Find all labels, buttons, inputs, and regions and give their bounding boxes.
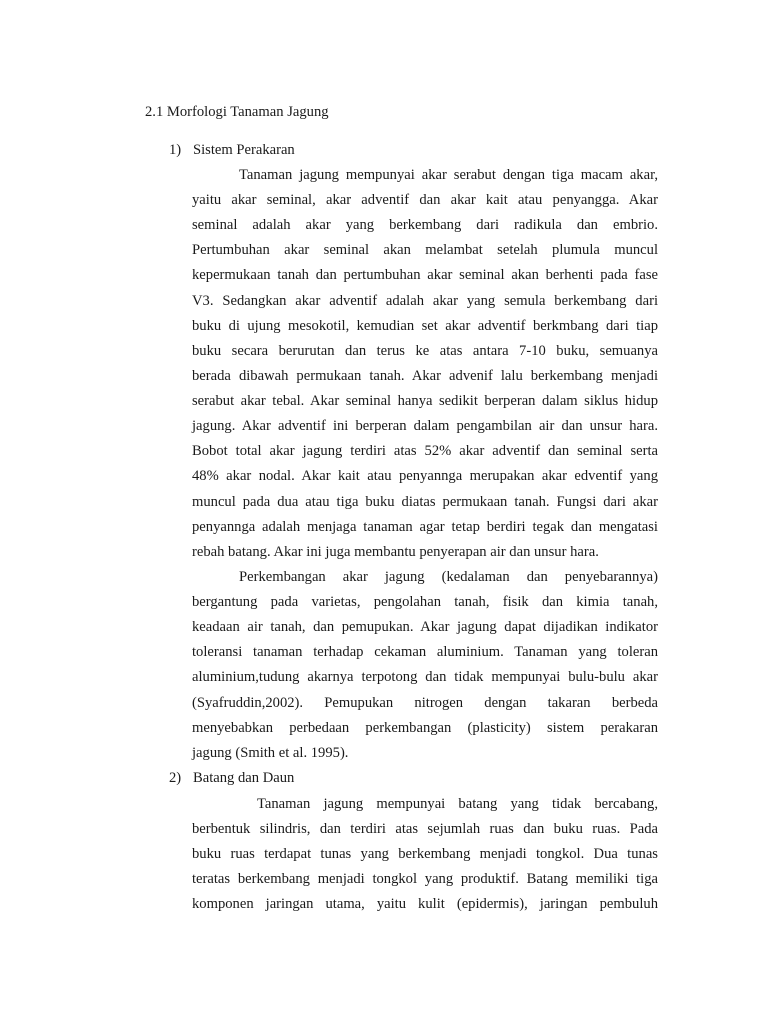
subsection-title: Batang dan Daun <box>193 770 295 786</box>
paragraph-line: 48% akar nodal. Akar kait atau penyannga merupakan akar edventif yang <box>192 468 658 484</box>
paragraph-line: menyebabkan perbedaan perkembangan (plasticity) sistem perakaran <box>192 720 658 736</box>
subsection-heading-batang-dan-daun <box>169 769 294 787</box>
paragraph-line: berbentuk silindris, dan terdiri atas sejumlah ruas dan buku ruas. Pada <box>192 821 658 837</box>
paragraph-line: berada dibawah permukaan tanah. Akar advenif lalu berkembang menjadi <box>192 368 658 384</box>
subsection-title: Sistem Perakaran <box>193 142 295 158</box>
paragraph-line: penyannga adalah menjaga tanaman agar tetap berdiri tegak dan mengatasi <box>192 519 658 535</box>
paragraph-line: Perkembangan akar jagung (kedalaman dan penyebarannya) <box>239 569 658 585</box>
section-heading: 2.1 Morfologi Tanaman Jagung <box>145 104 329 120</box>
subsection-heading-sistem-perakaran <box>169 141 295 159</box>
paragraph-line: jagung. Akar adventif ini berperan dalam pengambilan air dan unsur hara. <box>192 418 658 434</box>
paragraph-line: serabut akar tebal. Akar seminal hanya sedikit berperan dalam siklus hidup <box>192 393 658 409</box>
paragraph-line: aluminium,tudung akarnya terpotong dan tidak mempunyai bulu-bulu akar <box>192 669 658 685</box>
paragraph-line: buku secara berurutan dan terus ke atas antara 7-10 buku, semuanya <box>192 343 658 359</box>
paragraph-line: Pertumbuhan akar seminal akan melambat setelah plumula muncul <box>192 242 658 258</box>
paragraph-line: rebah batang. Akar ini juga membantu penyerapan air dan unsur hara. <box>192 544 599 560</box>
paragraph-line: keadaan air tanah, dan pemupukan. Akar jagung dapat dijadikan indikator <box>192 619 658 635</box>
paragraph-line: V3. Sedangkan akar adventif adalah akar yang semula berkembang dari <box>192 293 658 309</box>
paragraph-line: (Syafruddin,2002). Pemupukan nitrogen dengan takaran berbeda <box>192 695 658 711</box>
paragraph-line: teratas berkembang menjadi tongkol yang produktif. Batang memiliki tiga <box>192 871 658 887</box>
paragraph-line: toleransi tanaman terhadap cekaman aluminium. Tanaman yang toleran <box>192 644 658 660</box>
paragraph-line: Tanaman jagung mempunyai batang yang tidak bercabang, <box>257 796 658 812</box>
paragraph-line: buku ruas terdapat tunas yang berkembang menjadi tongkol. Dua tunas <box>192 846 658 862</box>
paragraph-line: bergantung pada varietas, pengolahan tanah, fisik dan kimia tanah, <box>192 594 658 610</box>
paragraph-line: buku di ujung mesokotil, kemudian set akar adventif berkmbang dari tiap <box>192 318 658 334</box>
paragraph-line: seminal adalah akar yang berkembang dari radikula dan embrio. <box>192 217 658 233</box>
paragraph-line: jagung (Smith et al. 1995). <box>192 745 349 761</box>
subsection-number: 2) <box>169 770 182 786</box>
paragraph-line: Bobot total akar jagung terdiri atas 52% akar adventif dan seminal serta <box>192 443 658 459</box>
paragraph-line: kepermukaan tanah dan pertumbuhan akar seminal akan berhenti pada fase <box>192 267 658 283</box>
paragraph-line: komponen jaringan utama, yaitu kulit (epidermis), jaringan pembuluh <box>192 896 658 912</box>
subsection-number: 1) <box>169 142 182 158</box>
paragraph-line: muncul pada dua atau tiga buku diatas permukaan tanah. Fungsi dari akar <box>192 494 658 510</box>
paragraph-line: Tanaman jagung mempunyai akar serabut dengan tiga macam akar, <box>239 167 658 183</box>
paragraph-line: yaitu akar seminal, akar adventif dan akar kait atau penyangga. Akar <box>192 192 658 208</box>
